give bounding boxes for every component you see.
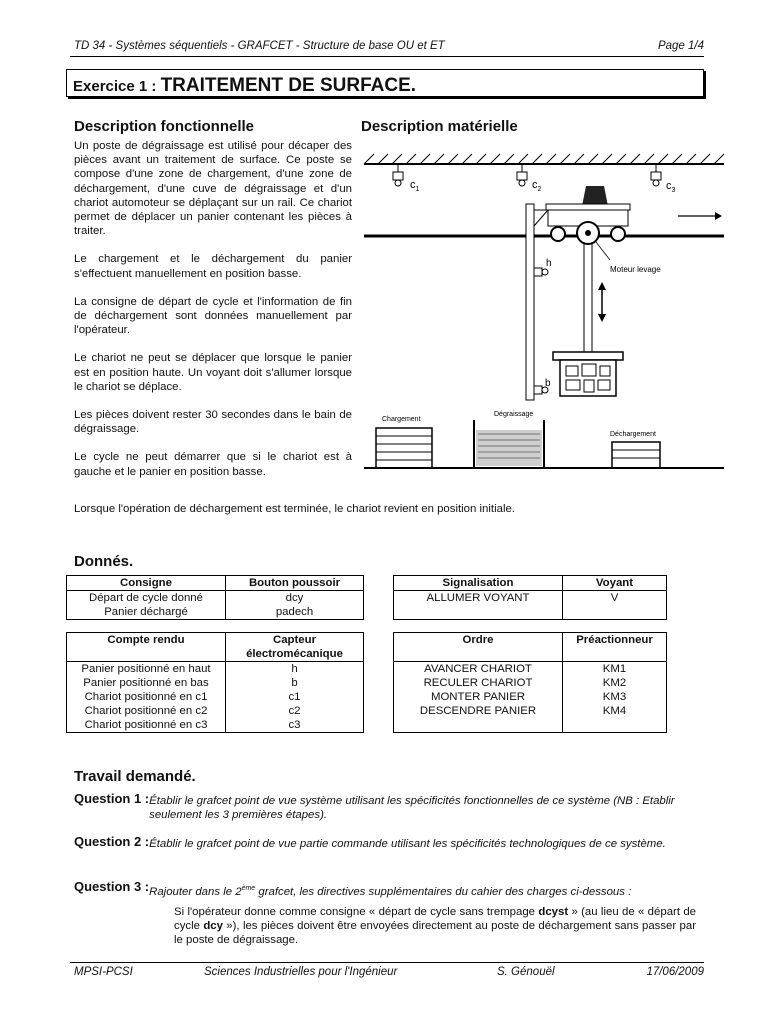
table-cell: DESCENDRE PANIER <box>394 704 563 733</box>
sensor-c1 <box>393 164 420 193</box>
wheel <box>611 227 625 241</box>
question-2 <box>74 835 696 851</box>
table-cell: KM1 <box>563 662 667 677</box>
footer-author: S. Génouël <box>497 966 555 978</box>
question-1-label: Question 1 : <box>74 791 150 806</box>
table-cell: c1 <box>226 690 364 704</box>
exercise-label: Exercice 1 : <box>73 78 161 95</box>
q3-sub-d: dcy <box>203 920 223 933</box>
page-number: Page 1/4 <box>657 40 704 52</box>
table-cell: KM4 <box>563 704 667 733</box>
footer-date: 17/06/2009 <box>646 966 704 978</box>
ceiling-hatching <box>364 154 724 164</box>
question-2-text: Établir le grafcet point de vue partie commande utilisant les spécificités technologiques de ce système. <box>149 838 666 850</box>
dechargement-label: Déchargement <box>610 431 656 438</box>
table-cell: MONTER PANIER <box>394 690 563 704</box>
paragraph: Le chargement et le déchargement du panier s'effectuent manuellement en position basse. <box>74 253 352 280</box>
equipment-diagram <box>360 150 728 475</box>
question-3-text <box>149 880 631 899</box>
travail-heading: Travail demandé. <box>74 768 196 785</box>
table-header: Voyant <box>563 576 667 591</box>
q3-text-a: Rajouter dans le 2 <box>149 885 242 898</box>
exercise-title <box>73 75 416 97</box>
table-row <box>67 690 364 704</box>
table-row <box>67 718 364 733</box>
c3-label: $c_3$ <box>666 180 676 194</box>
footer-class: MPSI-PCSI <box>74 966 133 978</box>
c2-label: $c_2$ <box>532 179 542 193</box>
table-cell: padech <box>226 605 364 620</box>
table-cell: c3 <box>226 718 364 733</box>
question-3-label: Question 3 : <box>74 879 150 894</box>
h-label: h <box>546 258 552 269</box>
description-fonctionnelle-text <box>74 139 352 479</box>
unloading-station <box>612 442 660 468</box>
c1-label: $c_1$ <box>410 179 420 193</box>
chargement-label: Chargement <box>382 416 421 423</box>
basket-lid <box>553 352 623 360</box>
table-cell: b <box>226 676 364 690</box>
table-cell: h <box>226 662 364 677</box>
question-3 <box>74 880 696 948</box>
q3-text-b: grafcet, les directives supplémentaires du cahier des charges ci-dessous : <box>255 885 632 898</box>
table-row <box>394 704 667 733</box>
q3-sub-c: » (au lieu de « départ de cycle <box>174 906 696 933</box>
exercise-name: TRAITEMENT DE SURFACE. <box>160 75 417 96</box>
b-label: b <box>545 378 551 389</box>
table-cell: KM3 <box>563 690 667 704</box>
table-row <box>394 662 667 677</box>
table-cell: Panier positionné en haut <box>67 662 226 677</box>
exercise-title-box <box>66 69 704 97</box>
table-header: Capteur électromécanique <box>226 633 364 662</box>
paragraph: Un poste de dégraissage est utilisé pour décaper des pièces avant un traitement de surface. Ce poste se compose d'une zone de chargement, d'une zone de déchargement, d'une cuve de dégraissage et d'un chariot automoteur se déplaçant sur un rail. Ce chariot permet de déplacer un panier contenant les pièces à traiter. <box>74 140 352 238</box>
table-header: Signalisation <box>394 576 563 591</box>
table-row <box>394 591 667 620</box>
question-3-detail <box>174 905 696 948</box>
question-2-label: Question 2 : <box>74 834 150 849</box>
q3-sub-b: dcyst <box>538 906 569 918</box>
table-cell: ALLUMER VOYANT <box>394 591 563 620</box>
q3-sub-a: Si l'opérateur donne comme consigne « départ de cycle sans trempage <box>174 906 539 918</box>
carriage-beam <box>546 204 630 210</box>
table-cell: Chariot positionné en c3 <box>67 718 226 733</box>
table-cell: Départ de cycle donné <box>67 591 226 606</box>
footer-course: Sciences Industrielles pour l'Ingénieur <box>204 966 398 978</box>
table-header: Ordre <box>394 633 563 662</box>
question-1 <box>74 792 696 822</box>
q3-sup: ème <box>241 885 256 892</box>
donnes-heading: Donnés. <box>74 553 134 570</box>
loading-station <box>376 428 432 468</box>
table-row <box>394 676 667 690</box>
full-width-paragraph: Lorsque l'opération de déchargement est terminée, le chariot revient en position initiale. <box>74 503 515 515</box>
table-header: Compte rendu <box>67 633 226 662</box>
paragraph: Les pièces doivent rester 30 secondes dans le bain de dégraissage. <box>74 409 352 436</box>
table-cell: dcy <box>226 591 364 606</box>
mast <box>526 204 534 400</box>
page-header <box>74 40 704 52</box>
table-row <box>67 605 364 620</box>
header-rule <box>70 56 704 57</box>
basket <box>560 360 616 396</box>
paragraph: La consigne de départ de cycle et l'information de fin de déchargement sont données manuellement par l'opérateur. <box>74 295 352 337</box>
table-compte-rendu <box>66 632 364 733</box>
table-header: Préactionneur <box>563 633 667 662</box>
table-cell: Panier déchargé <box>67 605 226 620</box>
wheel <box>551 227 565 241</box>
table-cell: c2 <box>226 704 364 718</box>
table-cell: Chariot positionné en c2 <box>67 704 226 718</box>
table-cell: RECULER CHARIOT <box>394 676 563 690</box>
footer-rule <box>70 962 704 963</box>
mast-brace <box>534 210 548 226</box>
table-row <box>67 676 364 690</box>
paragraph: Le chariot ne peut se déplacer que lorsque le panier est en position haute. Un voyant doit s'allumer lorsque le chariot se déplace. <box>74 352 352 393</box>
carriage-top-block <box>582 186 608 206</box>
sensor-c2 <box>517 164 542 193</box>
q3-sub-e: »), les pièces doivent être envoyées directement au poste de déchargement sans passer par le poste de dégraissage. <box>174 920 696 947</box>
table-cell: Chariot positionné en c1 <box>67 690 226 704</box>
question-1-text: Établir le grafcet point de vue système utilisant les spécificités fonctionnelles de ce système (NB : Etablir seulement les 3 premières étapes). <box>149 795 675 822</box>
sensor-h <box>534 258 552 276</box>
table-signalisation <box>393 575 667 620</box>
moteur-label: Moteur levage <box>610 265 661 274</box>
table-row <box>67 591 364 606</box>
table-row <box>67 662 364 677</box>
description-fonctionnelle-heading: Description fonctionnelle <box>74 118 255 135</box>
degraissage-label: Dégraissage <box>494 411 534 418</box>
table-cell: V <box>563 591 667 620</box>
table-cell: AVANCER CHARIOT <box>394 662 563 677</box>
sensor-c3 <box>651 164 676 194</box>
table-cell: Panier positionné en bas <box>67 676 226 690</box>
description-materielle-heading: Description matérielle <box>361 118 518 135</box>
table-consigne <box>66 575 364 620</box>
table-ordre <box>393 632 667 733</box>
degreasing-tank <box>474 420 544 468</box>
table-row <box>394 690 667 704</box>
table-row <box>67 704 364 718</box>
table-header: Consigne <box>67 576 226 591</box>
table-cell: KM2 <box>563 676 667 690</box>
paragraph: Le cycle ne peut démarrer que si le chariot est à gauche et le panier en position basse. <box>74 451 352 478</box>
header-title: TD 34 - Systèmes séquentiels - GRAFCET - Structure de base OU et ET <box>74 40 445 52</box>
table-header: Bouton poussoir <box>226 576 364 591</box>
sensor-b <box>534 378 551 394</box>
